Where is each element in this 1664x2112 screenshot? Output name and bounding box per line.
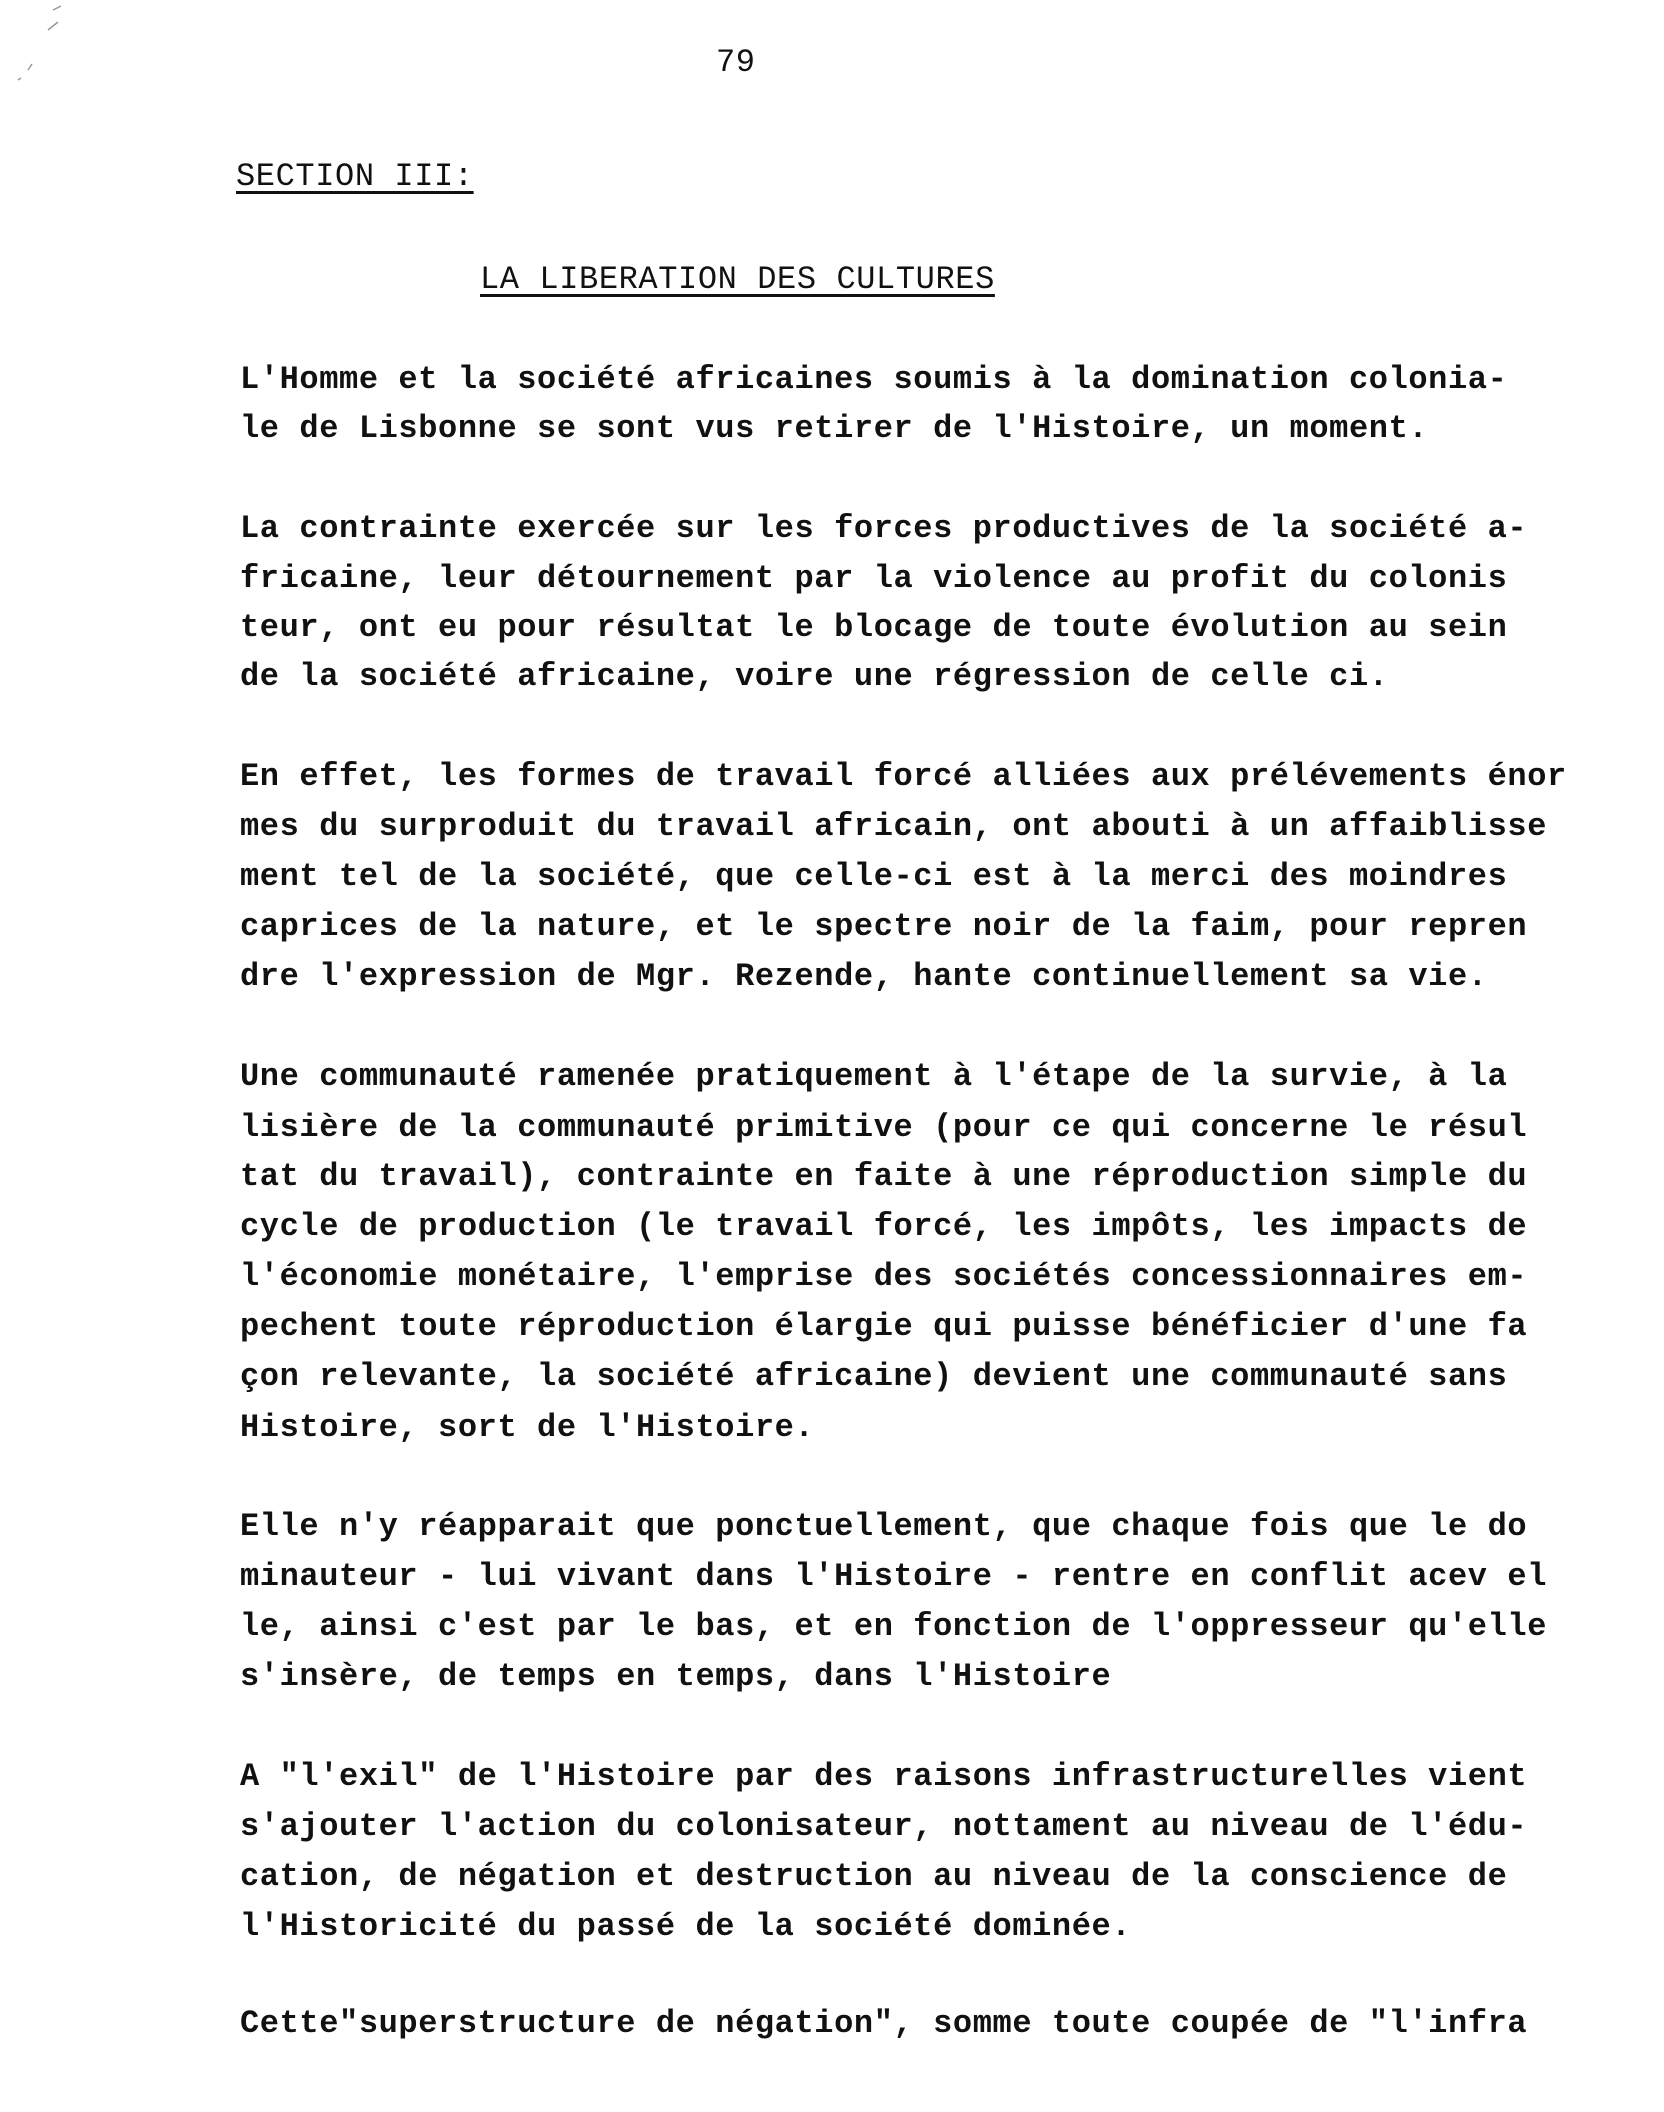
text-line: Cette"superstructure de négation", somme toute coupée de "l'infra [240, 2005, 1528, 2042]
text-line: de la société africaine, voire une régression de celle ci. [240, 658, 1389, 695]
text-line: Une communauté ramenée pratiquement à l'étape de la survie, à la [240, 1058, 1508, 1095]
text-line: ment tel de la société, que celle-ci est à la merci des moindres [240, 858, 1508, 895]
text-line: minauteur - lui vivant dans l'Histoire - rentre en conflit acev el [240, 1558, 1548, 1595]
text-line: le, ainsi c'est par le bas, et en fonction de l'oppresseur qu'elle [240, 1608, 1548, 1645]
text-line: A "l'exil" de l'Histoire par des raisons infrastructurelles vient [240, 1758, 1528, 1795]
text-line: le de Lisbonne se sont vus retirer de l'Histoire, un moment. [240, 410, 1429, 447]
text-line: En effet, les formes de travail forcé alliées aux prélévements énor [240, 758, 1567, 795]
text-line: Histoire, sort de l'Histoire. [240, 1409, 815, 1446]
section-heading: LA LIBERATION DES CULTURES [480, 261, 995, 298]
text-line: s'insère, de temps en temps, dans l'Histoire [240, 1658, 1112, 1695]
text-line: l'Historicité du passé de la société dominée. [240, 1908, 1132, 1945]
text-line: cycle de production (le travail forcé, les impôts, les impacts de [240, 1208, 1528, 1245]
text-line: tat du travail), contrainte en faite à une réproduction simple du [240, 1158, 1528, 1195]
text-line: cation, de négation et destruction au niveau de la conscience de [240, 1858, 1508, 1895]
text-line: lisière de la communauté primitive (pour ce qui concerne le résul [240, 1109, 1528, 1146]
text-line: çon relevante, la société africaine) devient une communauté sans [240, 1358, 1508, 1395]
text-line: pechent toute réproduction élargie qui puisse bénéficier d'une fa [240, 1308, 1528, 1345]
text-line: fricaine, leur détournement par la violence au profit du colonis [240, 560, 1508, 597]
text-line: teur, ont eu pour résultat le blocage de toute évolution au sein [240, 609, 1508, 646]
text-line: Elle n'y réapparait que ponctuellement, que chaque fois que le do [240, 1508, 1528, 1545]
text-line: dre l'expression de Mgr. Rezende, hante continuellement sa vie. [240, 958, 1488, 995]
text-line: caprices de la nature, et le spectre noir de la faim, pour repren [240, 908, 1528, 945]
text-line: s'ajouter l'action du colonisateur, nottament au niveau de l'édu- [240, 1808, 1528, 1845]
text-line: l'économie monétaire, l'emprise des sociétés concessionnaires em- [240, 1258, 1528, 1295]
text-line: La contrainte exercée sur les forces productives de la société a- [240, 510, 1528, 547]
section-label: SECTION III: [236, 158, 474, 195]
text-line: L'Homme et la société africaines soumis à la domination colonia- [240, 361, 1508, 398]
text-line: mes du surproduit du travail africain, ont abouti à un affaiblisse [240, 808, 1548, 845]
scan-speck-marks [8, 0, 68, 90]
page-number: 79 [716, 44, 756, 81]
